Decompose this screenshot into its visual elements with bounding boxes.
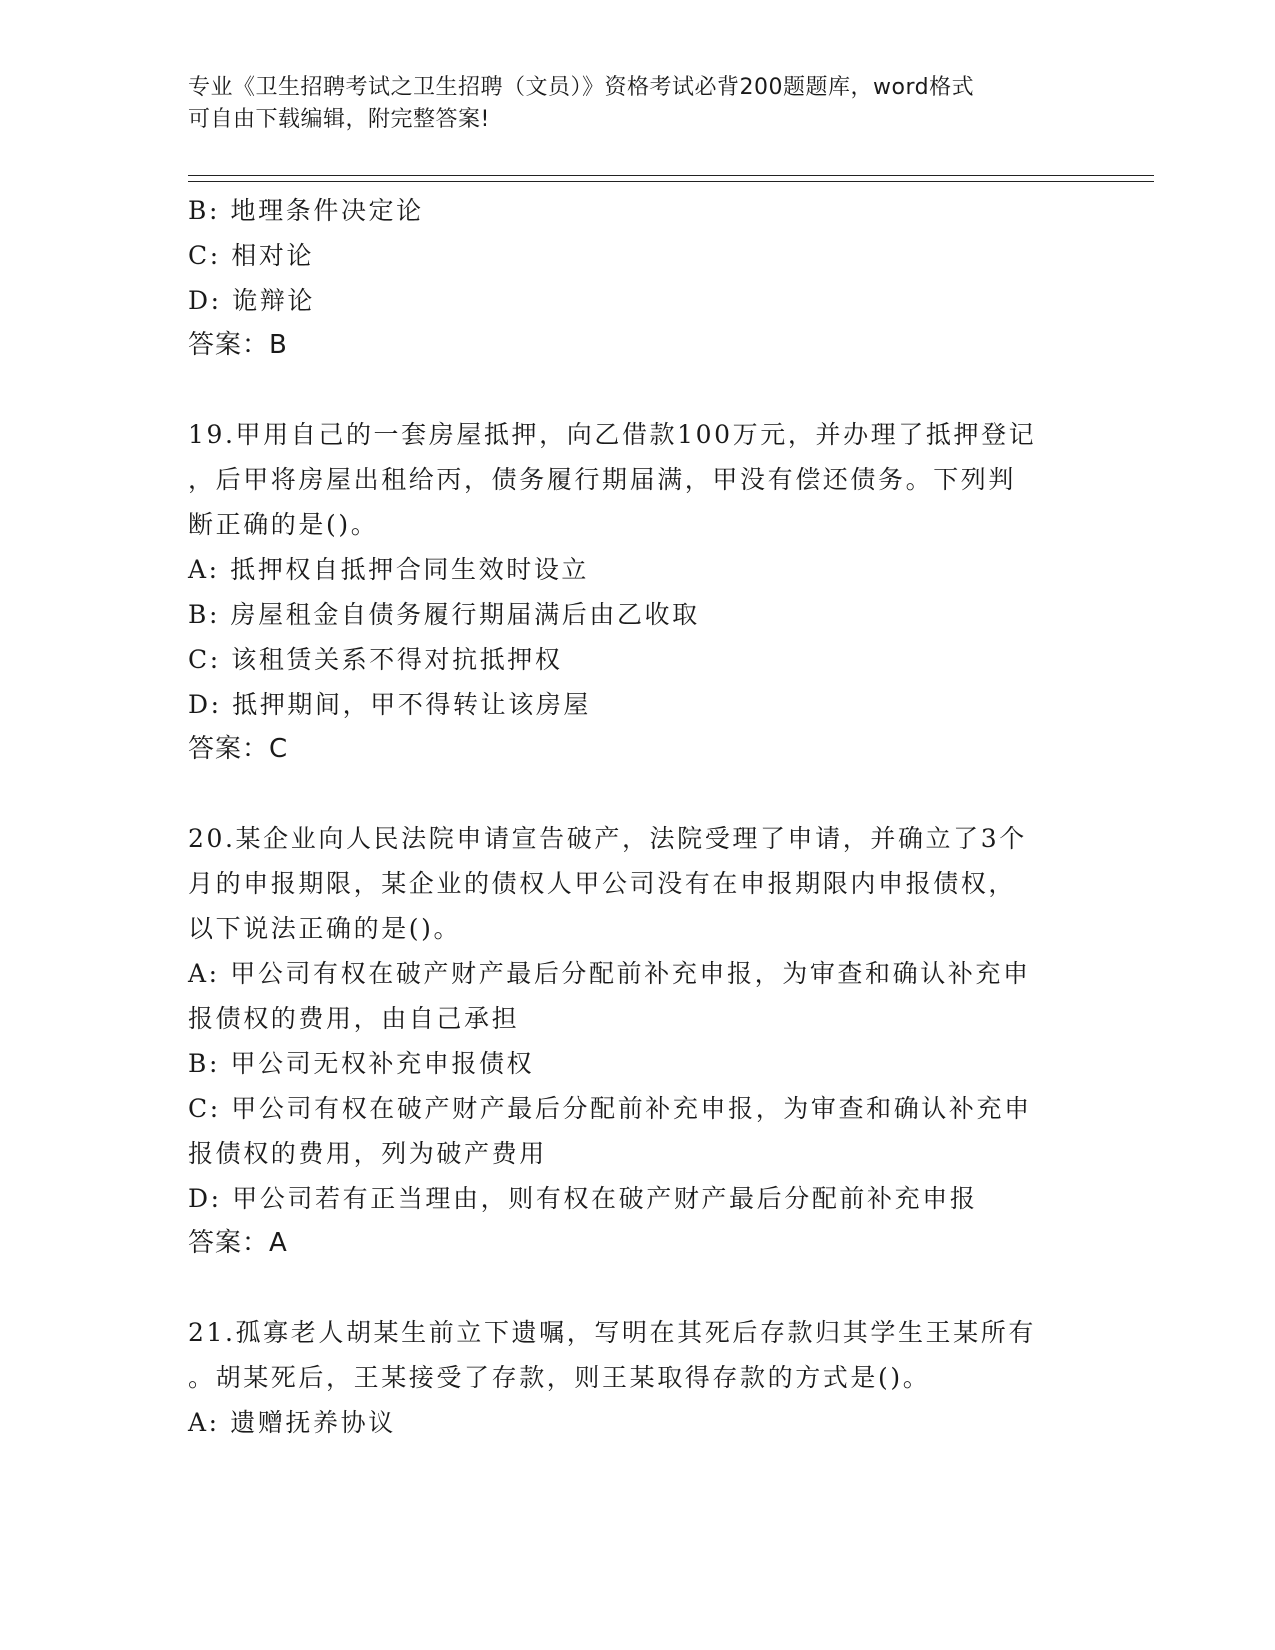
question-stem-line: 以下说法正确的是()。 <box>188 914 462 943</box>
answer-label: 答案：C <box>188 734 289 764</box>
question-list <box>188 188 1088 1445</box>
header-title-line-2: 可自由下载编辑，附完整答案! <box>188 107 490 132</box>
question-19 <box>188 412 1088 772</box>
option-a-continued: 报债权的费用，由自己承担 <box>188 1004 520 1033</box>
option-b: B: 房屋租金自债务履行期届满后由乙收取 <box>188 600 700 629</box>
answer-label: 答案：B <box>188 330 288 360</box>
option-a: A: 甲公司有权在破产财产最后分配前补充申报，为审查和确认补充申 <box>188 959 1031 988</box>
option-a: A: 抵押权自抵押合同生效时设立 <box>188 555 590 584</box>
header-divider-top <box>188 175 1154 176</box>
question-stem-line: 20.某企业向人民法院申请宣告破产，法院受理了申请，并确立了3个 <box>188 824 1027 853</box>
option-d: D: 甲公司若有正当理由，则有权在破产财产最后分配前补充申报 <box>188 1184 978 1213</box>
document-header <box>188 72 1068 136</box>
option-c-continued: 报债权的费用，列为破产费用 <box>188 1139 547 1168</box>
header-divider-bottom <box>188 181 1154 182</box>
header-title-line-1: 专业《卫生招聘考试之卫生招聘（文员）》资格考试必背200题题库，word格式 <box>188 75 975 100</box>
question-stem-line: 断正确的是()。 <box>188 510 379 539</box>
question-20 <box>188 816 1088 1266</box>
option-d: D: 抵押期间，甲不得转让该房屋 <box>188 690 592 719</box>
question-stem-line: 19.甲用自己的一套房屋抵押，向乙借款100万元，并办理了抵押登记 <box>188 420 1037 449</box>
option-c: C: 甲公司有权在破产财产最后分配前补充申报，为审查和确认补充申 <box>188 1094 1032 1123</box>
question-stem-line: 月的申报期限，某企业的债权人甲公司没有在申报期限内申报债权， <box>188 869 1017 898</box>
question-18 <box>188 188 1088 368</box>
question-stem-line: 。胡某死后，王某接受了存款，则王某取得存款的方式是()。 <box>188 1363 931 1392</box>
question-stem-line: ，后甲将房屋出租给丙，债务履行期届满，甲没有偿还债务。下列判 <box>188 465 1017 494</box>
question-21 <box>188 1310 1088 1445</box>
option-a: A: 遗赠抚养协议 <box>188 1408 396 1437</box>
question-stem-line: 21.孤寡老人胡某生前立下遗嘱，写明在其死后存款归其学生王某所有 <box>188 1318 1036 1347</box>
option-c: C: 该租赁关系不得对抗抵押权 <box>188 645 563 674</box>
option-b: B: 地理条件决定论 <box>188 196 424 225</box>
option-d: D: 诡辩论 <box>188 286 316 315</box>
option-c: C: 相对论 <box>188 241 315 270</box>
option-b: B: 甲公司无权补充申报债权 <box>188 1049 535 1078</box>
answer-label: 答案：A <box>188 1228 288 1258</box>
